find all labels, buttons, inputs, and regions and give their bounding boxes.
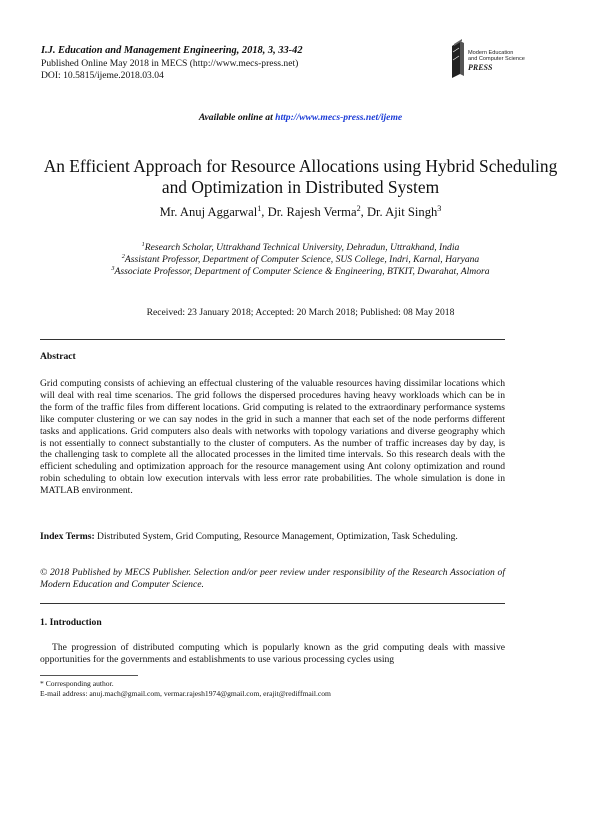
index-terms-label: Index Terms: [40, 531, 95, 542]
available-online [0, 112, 601, 123]
received-dates: Received: 23 January 2018; Accepted: 20 March 2018; Published: 08 May 2018 [146, 307, 455, 318]
abstract-body: Grid computing consists of achieving an effectual clustering of the valuable resources having dissimilar locations which will deal with real time scenarios. The grid follows the dispersed procedures having heavy workloads which can be in the form of the traffic files from different locations. Grid computing is related to the extraordinary performance systems like computer clustering or we can say nodes in the grid in such a manner that each set of the node performs different tasks and applications. Grid computers also deals with networks with topology variations and diverse geography which is not essentially to connect substantially to the cluster of computers. As the number of traffic increases day by day, is the challenging task to complete all the allocated processes in the limited time intervals. So this research deals with the efficient scheduling and optimization approach for the resource management using Ant colony optimization and round robin scheduling to obtain low execution intervals with less error rate probabilities. The whole simulation is done in MATLAB environment. [40, 378, 505, 497]
copyright-notice: © 2018 Published by MECS Publisher. Selection and/or peer review under responsibility of the Research Association of Modern Education and Computer Science. [40, 567, 505, 590]
abstract-heading: Abstract [40, 351, 76, 362]
affiliation: $^1$Research Scholar, Uttrakhand Technical University, Dehradun, Uttrakhand, India [141, 240, 460, 253]
index-terms [40, 531, 505, 543]
corresponding-author: * Corresponding author. [40, 679, 114, 688]
author-sup: 2 [356, 203, 361, 213]
journal-url-link[interactable]: http://www.mecs-press.net/ijeme [275, 112, 403, 123]
paper-title: An Efficient Approach for Resource Allocations using Hybrid Scheduling and Optimization in Distributed System [43, 156, 558, 197]
affiliation: $^3$Associate Professor, Department of Computer Science & Engineering, BTKIT, Dwarahat, Almora [111, 264, 490, 277]
divider [40, 603, 505, 604]
author-name: Dr. Ajit Singh [366, 205, 438, 219]
email-addresses: E-mail address: anuj.mach@gmail.com, vermar.rajesh1974@gmail.com, erajit@rediffmail.com [40, 689, 331, 698]
journal-name: I.J. Education and Management Engineering, [41, 45, 240, 56]
available-prefix: Available online at [198, 112, 276, 123]
introduction-heading: 1. Introduction [40, 617, 102, 628]
logo-line-2: and Computer Science [468, 56, 525, 63]
affiliation: $^2$Assistant Professor, Department of Computer Science, SUS College, Indri, Karnal, Haryana [121, 252, 480, 265]
author-list: Mr. Anuj Aggarwal$^1$, Dr. Rajesh Verma$^2$, Dr. Ajit Singh$^3$ [159, 203, 442, 219]
footnote-divider [40, 675, 138, 676]
logo-line-3: PRESS [468, 62, 493, 72]
journal-issue: 2018, 3, 33-42 [239, 45, 303, 56]
logo-line-1: Modern Education [468, 50, 514, 56]
author-sup: 3 [437, 203, 442, 213]
introduction-body: The progression of distributed computing which is popularly known as the grid computing deals with massive opportunities for the governments and establishments to use various processing cycles using [40, 642, 505, 665]
doi: DOI: 10.5815/ijeme.2018.03.04 [41, 70, 164, 81]
author-name: Dr. Rajesh Verma [267, 205, 357, 219]
author-sup: 1 [257, 203, 262, 213]
mecs-press-logo [450, 38, 532, 82]
published-online: Published Online May 2018 in MECS (http://www.mecs-press.net) [41, 58, 299, 69]
index-terms-text: Distributed System, Grid Computing, Resource Management, Optimization, Task Scheduling. [94, 531, 458, 542]
divider [40, 339, 505, 340]
journal-header [41, 45, 303, 57]
author-name: Mr. Anuj Aggarwal [159, 205, 258, 219]
